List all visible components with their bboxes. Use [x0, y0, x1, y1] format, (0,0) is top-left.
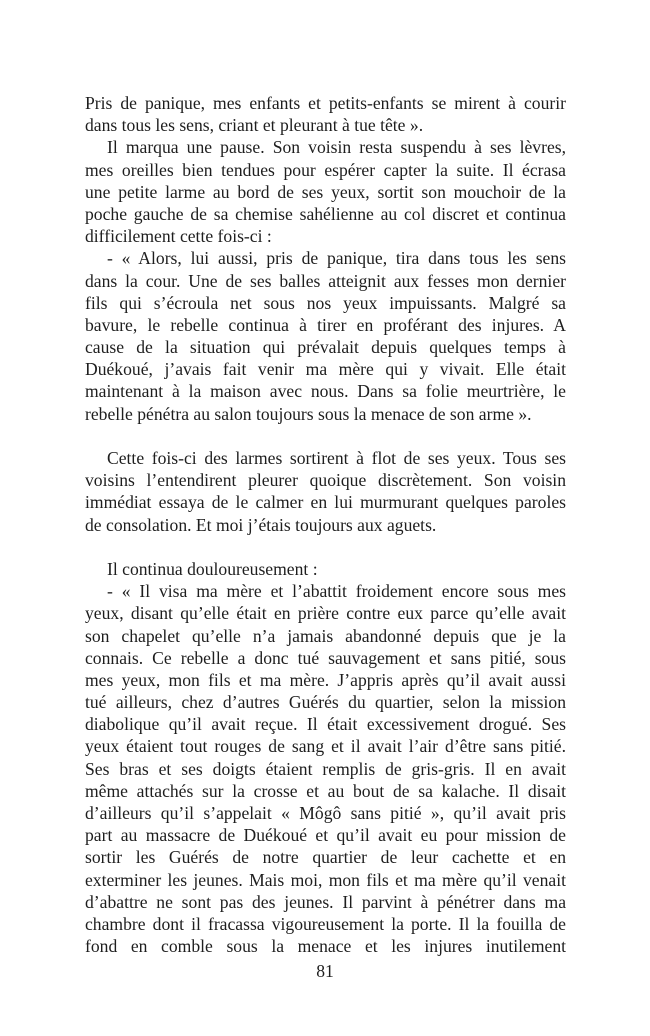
page-number: 81 — [316, 961, 334, 981]
page-body-text — [85, 92, 566, 957]
text-line: - « Alors, lui aussi, pris de panique, tira dans tous les sens — [107, 248, 566, 269]
text-line: diabolique qu’il avait reçue. Il était excessivement drogué. Ses — [85, 714, 566, 735]
text-line: yeux étaient tout rouges de sang et il avait l’air d’être sans pitié. — [85, 736, 566, 757]
text-line: Duékoué, j’avais fait venir ma mère qui y vivait. Elle était — [85, 359, 566, 380]
text-line: cause de la situation qui prévalait depuis quelques temps à — [85, 337, 566, 358]
text-line: Il continua douloureusement : — [107, 558, 318, 579]
text-line: une petite larme au bord de ses yeux, sortit son mouchoir de la — [85, 181, 566, 202]
paragraph — [85, 247, 566, 425]
text-line: fond en comble sous la menace et les injures inutilement — [85, 936, 566, 957]
paragraph — [85, 136, 566, 247]
text-line: Cette fois-ci des larmes sortirent à flot de ses yeux. Tous ses — [107, 448, 566, 468]
paragraph — [85, 447, 566, 536]
text-line: d’ailleurs qu’il s’appelait « Môgô sans pitié », qu’il avait pris — [85, 803, 566, 823]
text-line: rebelle pénétra au salon toujours sous la menace de son arme ». — [85, 403, 532, 424]
text-line: mes oreilles bien tendues pour espérer capter la suite. Il écrasa — [85, 159, 566, 180]
text-line: fils qui s’écroula net sous nos yeux impuissants. Malgré sa — [85, 292, 566, 313]
text-line: Pris de panique, mes enfants et petits-enfants se mirent à courir — [85, 93, 566, 113]
text-line: son chapelet qu’elle n’a jamais abandonné depuis que je la — [85, 625, 566, 646]
text-line: mes yeux, mon fils et ma mère. J’appris après qu’il avait aussi — [85, 669, 566, 690]
text-line: chambre dont il fracassa vigoureusement la porte. Il la fouilla de — [85, 913, 566, 934]
text-line: Ses bras et ses doigts étaient remplis de gris-gris. Il en avait — [85, 758, 566, 779]
text-line: dans la cour. Une de ses balles atteignit aux fesses mon dernier — [85, 270, 566, 291]
text-line: d’abattre ne sont pas des jeunes. Il parvint à pénétrer dans ma — [85, 891, 566, 912]
text-line: connais. Ce rebelle a donc tué sauvagement et sans pitié, sous — [85, 647, 566, 668]
text-line: maintenant à la maison avec nous. Dans sa folie meurtrière, le — [85, 381, 566, 402]
text-line: immédiat essaya de le calmer en lui murmurant quelques paroles — [85, 492, 566, 513]
paragraph — [85, 580, 566, 957]
text-line: tué ailleurs, chez d’autres Guérés du quartier, selon la mission — [85, 692, 566, 713]
text-line: voisins l’entendirent pleurer quoique discrètement. Son voisin — [85, 470, 566, 491]
text-line: Il marqua une pause. Son voisin resta suspendu à ses lèvres, — [107, 137, 566, 158]
text-line: sortir les Guérés de notre quartier de leur cachette et en — [85, 847, 566, 868]
paragraph — [85, 92, 566, 136]
text-line: bavure, le rebelle continua à tirer en proférant des injures. A — [85, 314, 566, 335]
text-line: - « Il visa ma mère et l’abattit froidement encore sous mes — [107, 581, 566, 602]
text-line: exterminer les jeunes. Mais moi, mon fils et ma mère qu’il venait — [85, 869, 566, 890]
text-line: poche gauche de sa chemise sahélienne au col discret et continua — [85, 203, 566, 224]
paragraph — [85, 558, 566, 580]
text-line: part au massacre de Duékoué et qu’il avait eu pour mission de — [85, 825, 566, 846]
text-line: de consolation. Et moi j’étais toujours aux aguets. — [85, 514, 437, 535]
text-line: dans tous les sens, criant et pleurant à tue tête ». — [85, 115, 424, 136]
text-line: même attachés sur la crosse et au bout de sa kalache. Il disait — [85, 780, 566, 801]
text-line: yeux, disant qu’elle était en prière contre eux parce qu’elle avait — [85, 603, 566, 624]
text-line: difficilement cette fois-ci : — [85, 226, 272, 247]
